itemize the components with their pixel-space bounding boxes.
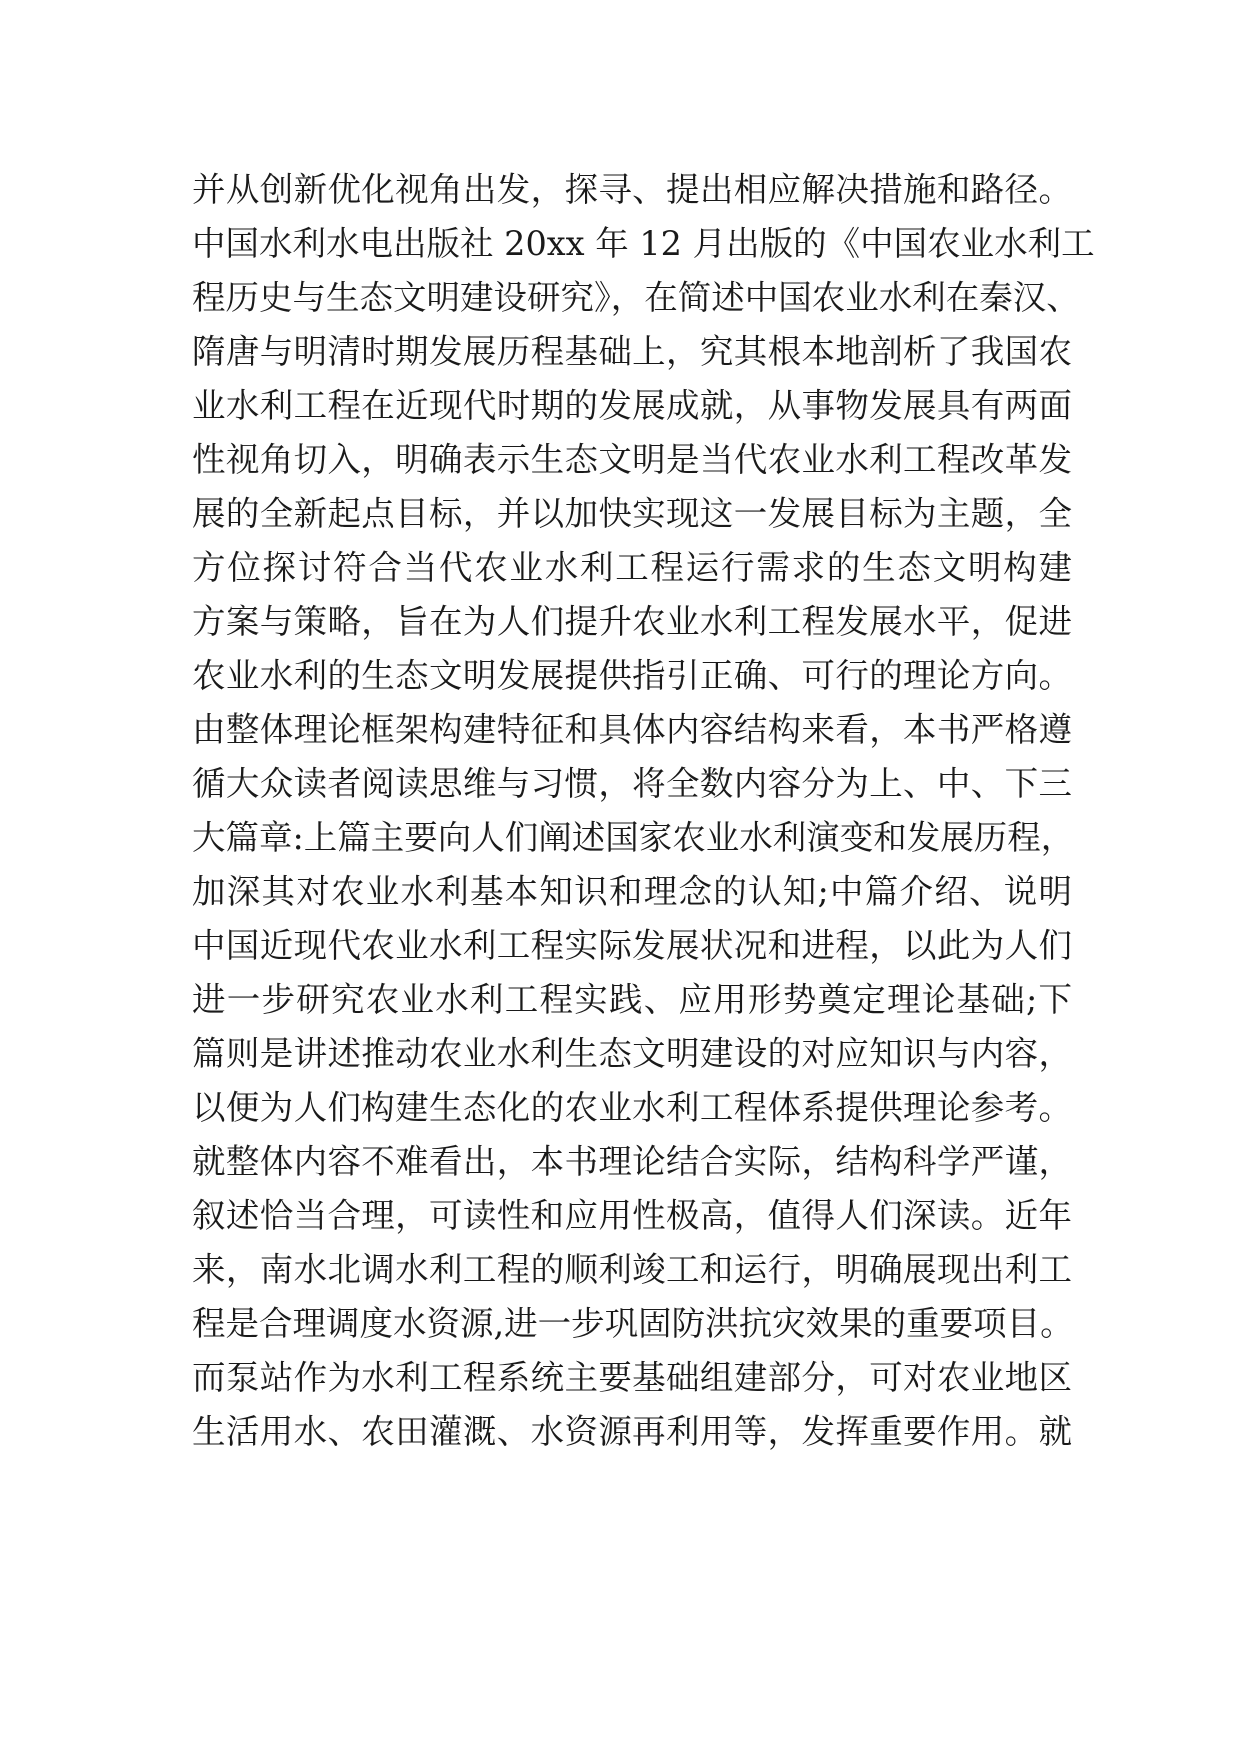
text-line-20: 叙述恰当合理，可读性和应用性极高，值得人们深读。近年	[192, 1196, 1072, 1235]
text-line-14: 加深其对农业水利基本知识和理念的认知;中篇介绍、说明	[192, 872, 1072, 911]
text-line-22: 程是合理调度水资源,进一步巩固防洪抗灾效果的重要项目。	[192, 1304, 1074, 1343]
text-line-10: 农业水利的生态文明发展提供指引正确、可行的理论方向。	[192, 656, 1072, 695]
text-line-11: 由整体理论框架构建特征和具体内容结构来看，本书严格遵	[192, 710, 1072, 749]
text-line-9: 方案与策略，旨在为人们提升农业水利工程发展水平，促进	[192, 602, 1072, 641]
text-line-8: 方位探讨符合当代农业水利工程运行需求的生态文明构建	[192, 548, 1072, 587]
text-line-19: 就整体内容不难看出，本书理论结合实际，结构科学严谨，	[192, 1142, 1072, 1181]
text-line-12: 循大众读者阅读思维与习惯，将全数内容分为上、中、下三	[192, 764, 1072, 803]
text-line-6: 性视角切入，明确表示生态文明是当代农业水利工程改革发	[192, 440, 1072, 479]
text-line-17: 篇则是讲述推动农业水利生态文明建设的对应知识与内容，	[192, 1034, 1072, 1073]
text-line-21: 来，南水北调水利工程的顺利竣工和运行，明确展现出利工	[192, 1250, 1072, 1289]
text-line-15: 中国近现代农业水利工程实际发展状况和进程，以此为人们	[192, 926, 1072, 965]
text-line-24: 生活用水、农田灌溉、水资源再利用等，发挥重要作用。就	[192, 1412, 1072, 1451]
text-line-3: 程历史与生态文明建设研究》，在简述中国农业水利在秦汉、	[192, 278, 1080, 317]
text-line-2: 中国水利水电出版社 20xx 年 12 月出版的《中国农业水利工	[192, 224, 1095, 263]
text-line-4: 隋唐与明清时期发展历程基础上，究其根本地剖析了我国农	[192, 332, 1072, 371]
text-line-23: 而泵站作为水利工程系统主要基础组建部分，可对农业地区	[192, 1358, 1072, 1397]
text-line-16: 进一步研究农业水利工程实践、应用形势奠定理论基础;下	[192, 980, 1072, 1019]
text-line-5: 业水利工程在近现代时期的发展成就，从事物发展具有两面	[192, 386, 1072, 425]
text-line-13: 大篇章:上篇主要向人们阐述国家农业水利演变和发展历程，	[192, 818, 1075, 857]
text-line-18: 以便为人们构建生态化的农业水利工程体系提供理论参考。	[192, 1088, 1072, 1127]
text-line-7: 展的全新起点目标，并以加快实现这一发展目标为主题，全	[192, 494, 1072, 533]
text-line-1: 并从创新优化视角出发，探寻、提出相应解决措施和路径。	[192, 170, 1072, 209]
body-text	[192, 163, 1095, 1459]
